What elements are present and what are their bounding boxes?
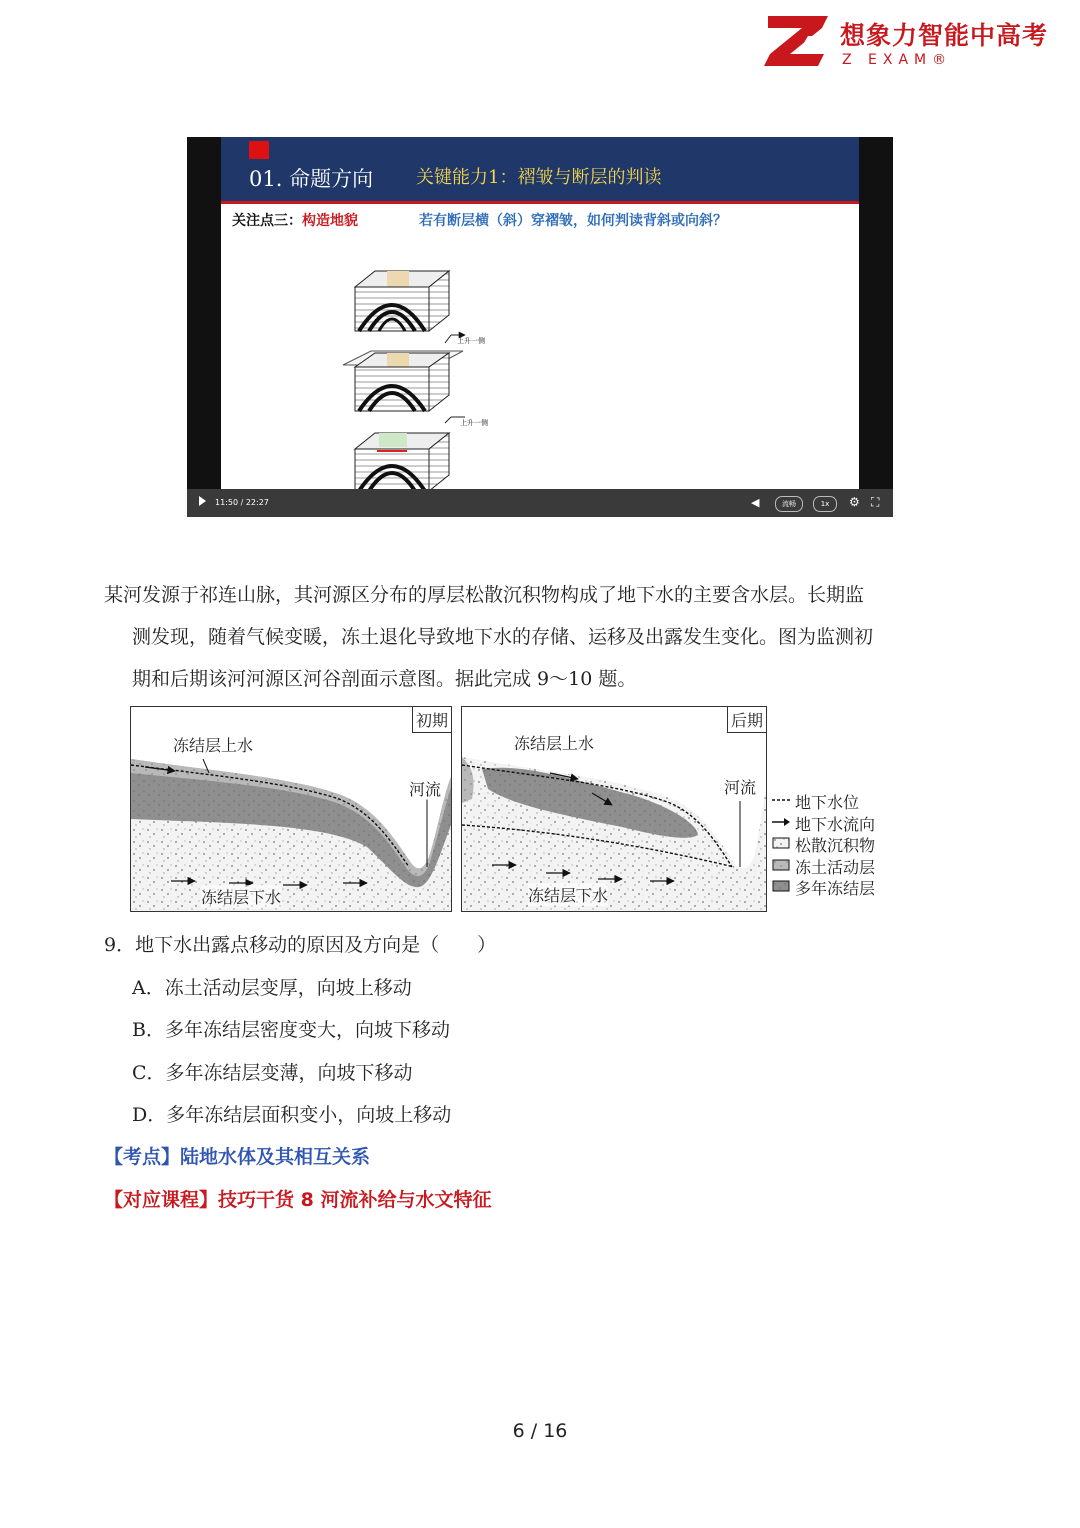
option-c: C．多年冻结层变薄，向坡下移动	[132, 1062, 413, 1084]
label-lower-water-early: 冻结层下水	[201, 885, 281, 908]
rate-button[interactable]: 1x	[813, 496, 837, 512]
course-value: 技巧干货 8 河流补给与水文特征	[218, 1189, 492, 1211]
player-controls	[187, 489, 893, 517]
label-lower-water-late: 冻结层下水	[528, 883, 608, 906]
fold-block-diagrams	[341, 265, 541, 489]
label-river-late: 河流	[724, 775, 756, 798]
loose-sediment-swatch-icon	[772, 837, 790, 849]
kaodian-line	[104, 1142, 370, 1169]
fold-block-2	[343, 335, 465, 411]
fullscreen-icon[interactable]: ⛶	[871, 495, 880, 509]
legend-item-active-layer	[772, 855, 892, 877]
permafrost-swatch-icon	[772, 880, 790, 892]
z-logo-icon	[762, 12, 832, 68]
dashed-line-icon	[772, 794, 790, 806]
valley-profile-figure	[130, 706, 890, 912]
slide-marker	[249, 141, 269, 159]
slide-question: 若有断层横（斜）穿褶皱，如何判读背斜或向斜？	[419, 213, 727, 229]
brand-logo	[762, 12, 1067, 72]
legend-label: 松散沉积物	[795, 836, 876, 855]
passage-line-3: 期和后期该河河源区河谷剖面示意图。据此完成 9～10 题。	[132, 668, 637, 690]
question-stem: 9．地下水出露点移动的原因及方向是（ ）	[104, 934, 497, 956]
legend-label: 冻土活动层	[795, 857, 876, 877]
quality-button[interactable]: 流畅	[775, 496, 803, 512]
tag-late: 后期	[727, 707, 766, 733]
focus-label: 关注点三：	[232, 213, 302, 229]
slide-key-ability: 关键能力1：褶皱与断层的判读	[416, 167, 662, 188]
legend-item-water-table	[772, 790, 892, 812]
brand-name-en: Z EXAM®	[842, 52, 953, 68]
slide-focus	[232, 210, 358, 230]
course-line	[104, 1185, 491, 1212]
tag-early: 初期	[412, 707, 451, 733]
volume-icon[interactable]: ◀︎	[751, 496, 760, 509]
video-player[interactable]	[187, 137, 893, 517]
slide-header	[221, 137, 859, 204]
kaodian-value: 陆地水体及其相互关系	[180, 1146, 371, 1168]
arrow-icon	[772, 816, 790, 828]
kaodian-label: 【考点】	[104, 1146, 181, 1168]
fold-block-1	[355, 271, 449, 331]
page-number: 6 / 16	[512, 1420, 568, 1442]
label-upper-water-late: 冻结层上水	[514, 731, 594, 754]
option-d: D．多年冻结层面积变小，向坡上移动	[132, 1104, 452, 1126]
late-profile-drawing	[462, 707, 766, 911]
legend-item-permafrost	[772, 876, 892, 898]
fold-block-3	[355, 417, 465, 489]
legend-label: 地下水位	[795, 793, 860, 812]
brand-name: 想象力智能中高考	[840, 21, 1049, 50]
label-upper-water-early: 冻结层上水	[173, 733, 253, 756]
legend-item-loose-sediment	[772, 833, 892, 855]
legend-label: 多年冻结层	[795, 879, 876, 898]
passage-line-2: 测发现，随着气候变暖，冻土退化导致地下水的存储、运移及出露发生变化。图为监测初	[132, 626, 874, 648]
slide-section-title: 01. 命题方向	[249, 167, 374, 191]
lecture-slide	[221, 137, 859, 489]
annotation-uplift-2: 上升一侧	[460, 419, 488, 427]
figure-legend	[772, 790, 892, 898]
video-time: 11:50 / 22:27	[215, 498, 269, 507]
panel-early	[130, 706, 452, 912]
course-label: 【对应课程】	[104, 1189, 219, 1211]
legend-item-flow	[772, 812, 892, 834]
option-b: B．多年冻结层密度变大，向坡下移动	[132, 1019, 450, 1041]
passage	[104, 574, 984, 700]
option-a: A．冻土活动层变厚，向坡上移动	[132, 977, 412, 999]
passage-line-1: 某河发源于祁连山脉，其河源区分布的厚层松散沉积物构成了地下水的主要含水层。长期监	[104, 584, 865, 606]
annotation-uplift-1: 上升一侧	[457, 337, 485, 345]
gear-icon[interactable]: ⚙	[849, 495, 860, 509]
play-icon[interactable]	[199, 496, 206, 506]
focus-value: 构造地貌	[302, 213, 358, 229]
legend-label: 地下水流向	[795, 814, 876, 834]
panel-late	[461, 706, 767, 912]
active-layer-swatch-icon	[772, 859, 790, 871]
label-river-early: 河流	[409, 777, 441, 800]
